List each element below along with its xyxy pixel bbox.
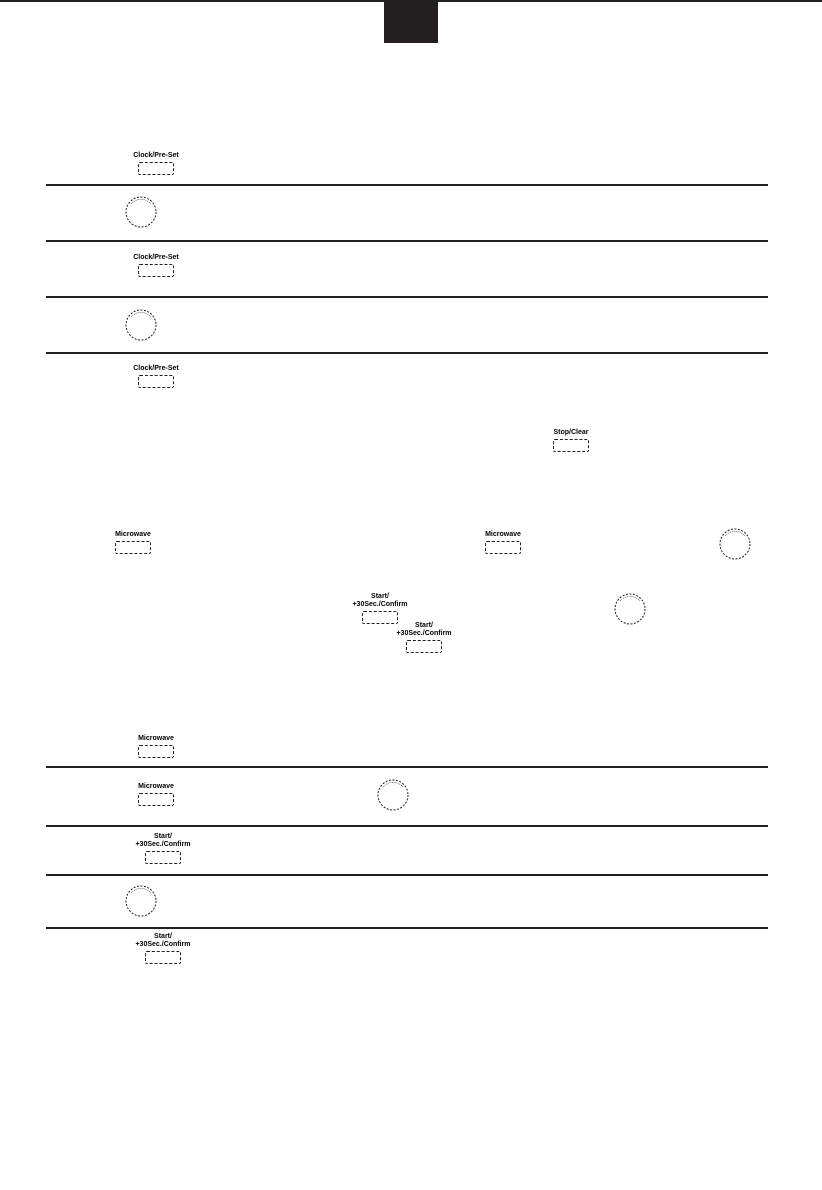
step-divider <box>46 352 768 354</box>
microwave-label: Microwave <box>485 531 521 538</box>
microwave-label: Microwave <box>115 531 151 538</box>
microwave-key <box>138 745 174 758</box>
step-divider <box>46 874 768 876</box>
step-divider <box>46 766 768 768</box>
microwave-button[interactable] <box>126 783 186 806</box>
start-confirm-button[interactable] <box>350 593 410 624</box>
top-rule-left <box>0 0 384 2</box>
clock-preset-key <box>138 162 174 175</box>
clock-preset-button[interactable] <box>126 254 186 277</box>
dial-icon[interactable] <box>124 195 158 229</box>
dial-icon[interactable] <box>124 308 158 342</box>
start-confirm-button[interactable] <box>133 833 193 864</box>
clock-preset-button[interactable] <box>126 152 186 175</box>
clock-preset-label: Clock/Pre-Set <box>133 152 179 159</box>
dial-icon[interactable] <box>718 527 752 561</box>
step-divider <box>46 240 768 242</box>
clock-preset-label: Clock/Pre-Set <box>133 254 179 261</box>
microwave-key <box>115 541 151 554</box>
start-confirm-key <box>362 611 398 624</box>
start-confirm-button[interactable] <box>394 622 454 653</box>
stop-clear-label: Stop/Clear <box>553 429 589 436</box>
dial-icon[interactable] <box>376 778 410 812</box>
microwave-key <box>138 793 174 806</box>
microwave-key <box>485 541 521 554</box>
step-divider <box>46 825 768 827</box>
start-confirm-key <box>145 951 181 964</box>
top-rule-right <box>438 0 822 2</box>
microwave-label: Microwave <box>138 783 174 790</box>
start-confirm-label: Start/ +30Sec./Confirm <box>352 593 408 608</box>
page-tab <box>384 0 438 43</box>
step-divider <box>46 927 768 929</box>
start-confirm-label: Start/ +30Sec./Confirm <box>396 622 452 637</box>
microwave-button[interactable] <box>126 735 186 758</box>
stop-clear-key <box>553 439 589 452</box>
microwave-button[interactable] <box>103 531 163 554</box>
microwave-label: Microwave <box>138 735 174 742</box>
dial-icon[interactable] <box>124 884 158 918</box>
start-confirm-label: Start/ +30Sec./Confirm <box>135 833 191 848</box>
start-confirm-button[interactable] <box>133 933 193 964</box>
clock-preset-button[interactable] <box>126 365 186 388</box>
dial-icon[interactable] <box>613 592 647 626</box>
start-confirm-key <box>406 640 442 653</box>
clock-preset-label: Clock/Pre-Set <box>133 365 179 372</box>
start-confirm-key <box>145 851 181 864</box>
stop-clear-button[interactable] <box>541 429 601 452</box>
step-divider <box>46 296 768 298</box>
clock-preset-key <box>138 375 174 388</box>
start-confirm-label: Start/ +30Sec./Confirm <box>135 933 191 948</box>
microwave-button[interactable] <box>473 531 533 554</box>
step-divider <box>46 184 768 186</box>
clock-preset-key <box>138 264 174 277</box>
